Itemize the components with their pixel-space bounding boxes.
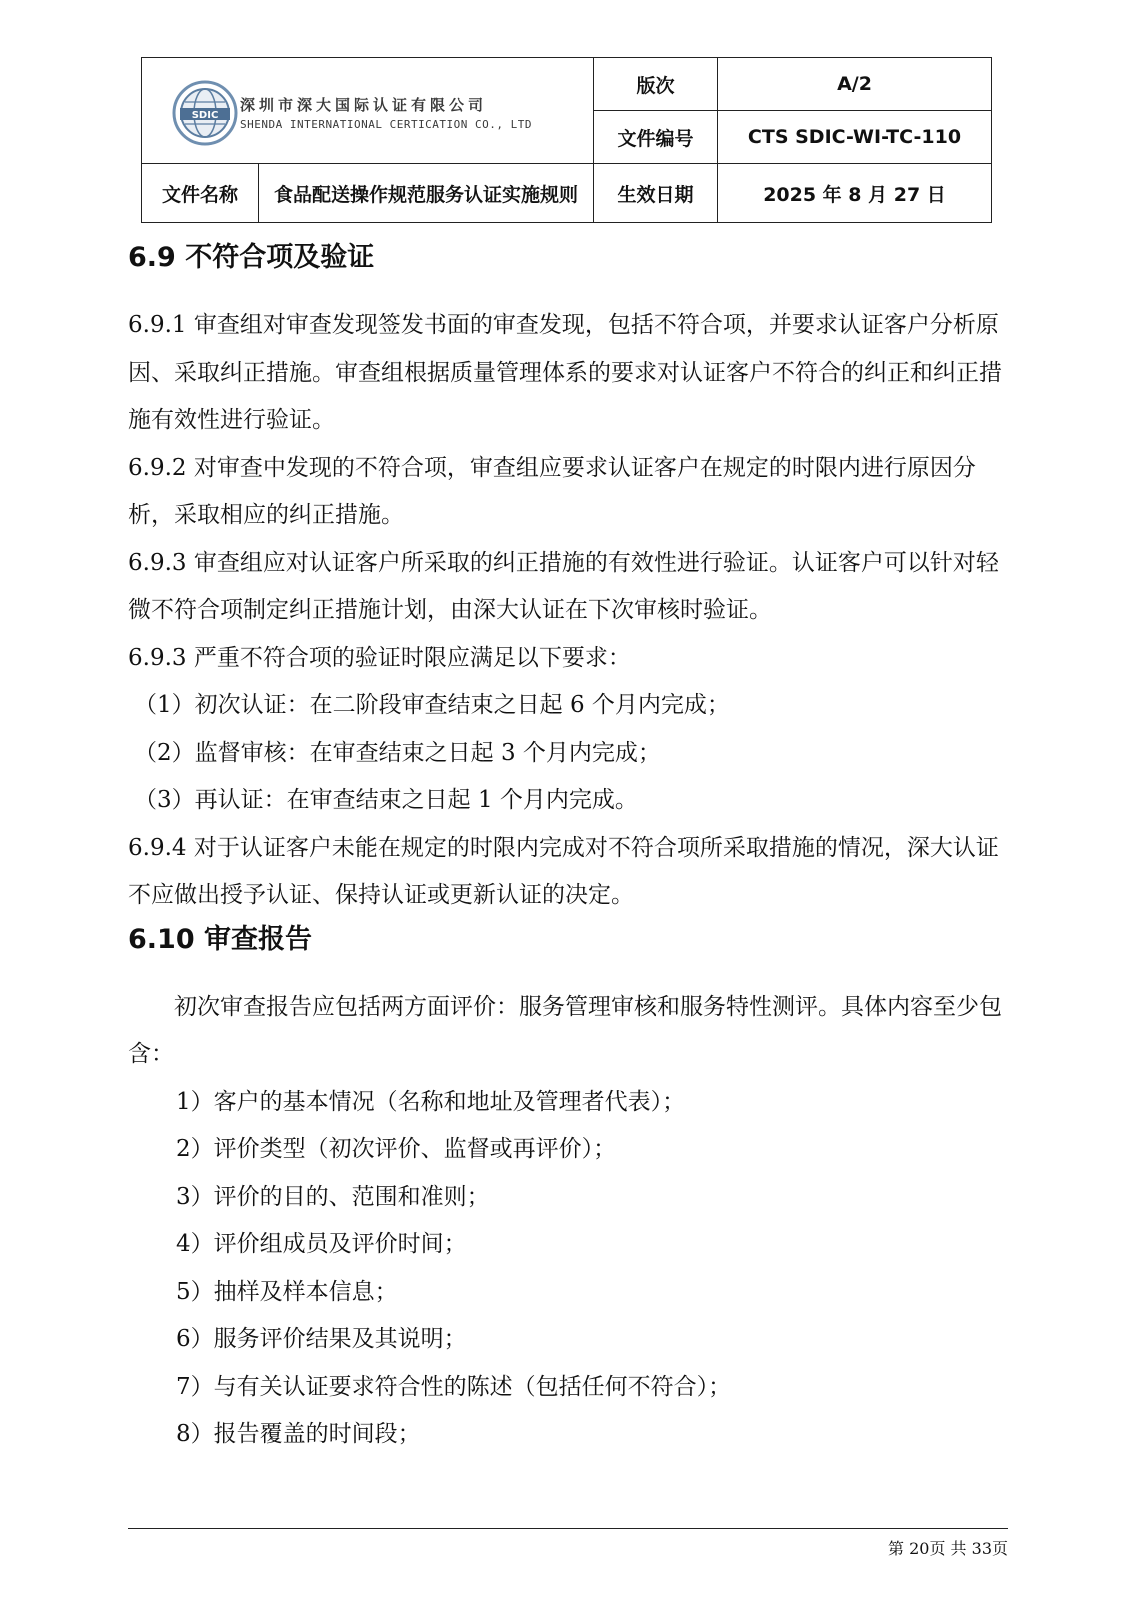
section-6-10-body: [128, 984, 1008, 1459]
section-title-6-10: 6.10 审查报告: [128, 923, 313, 955]
section-6-9-body: [128, 302, 1008, 920]
list-item: 1）客户的基本情况（名称和地址及管理者代表）；: [176, 1088, 686, 1115]
company-name-cn: 深圳市深大国际认证有限公司: [240, 96, 488, 114]
paragraph-6-9-1: 6.9.1 审查组对审查发现签发书面的审查发现，包括不符合项，并要求认证客户分析原因、采取纠正措施。审查组根据质量管理体系的要求对认证客户不符合的纠正和纠正措施有效性进行验证。: [128, 312, 1002, 433]
list-item: 4）评价组成员及评价时间；: [176, 1231, 467, 1257]
document-header-table: [141, 57, 992, 223]
paragraph-6-9-3: 6.9.3 审查组应对认证客户所采取的纠正措施的有效性进行验证。认证客户可以针对轻微不符合项制定纠正措施计划，由深大认证在下次审核时验证。: [128, 549, 999, 623]
list-item: （3）再认证：在审查结束之日起 1 个月内完成。: [134, 787, 638, 813]
docno-value: CTS SDIC-WI-TC-110: [718, 111, 992, 164]
version-value: A/2: [718, 58, 992, 111]
company-logo-cell: [142, 58, 594, 164]
list-item: 7）与有关认证要求符合性的陈述（包括任何不符合）；: [176, 1373, 732, 1400]
section-title-6-9: 6.9 不符合项及验证: [128, 242, 375, 273]
list-item: 5）抽样及样本信息；: [176, 1278, 398, 1305]
paragraph-6-9-4: 6.9.4 对于认证客户未能在规定的时限内完成对不符合项所采取措施的情况，深大认证不应做出授予认证、保持认证或更新认证的决定。: [128, 834, 999, 908]
effective-label: 生效日期: [594, 164, 718, 223]
version-label: 版次: [594, 58, 718, 111]
company-name-en: SHENDA INTERNATIONAL CERTICATION CO., LTD: [240, 118, 533, 131]
list-item: （1）初次认证：在二阶段审查结束之日起 6 个月内完成；: [134, 692, 730, 718]
page-number: 第 20页 共 33页: [888, 1539, 1008, 1558]
footer-divider: [128, 1528, 1008, 1529]
docname-label: 文件名称: [142, 164, 259, 223]
paragraph-6-9-3-severe: 6.9.3 严重不符合项的验证时限应满足以下要求：: [128, 644, 631, 671]
document-body: [128, 238, 1008, 1459]
list-item: 2）评价类型（初次评价、监督或再评价）；: [176, 1136, 617, 1162]
list-item: 8）报告覆盖的时间段；: [176, 1421, 421, 1447]
paragraph-6-9-2: 6.9.2 对审查中发现的不符合项，审查组应要求认证客户在规定的时限内进行原因分析，采取相应的纠正措施。: [128, 454, 976, 528]
docname-value: 食品配送操作规范服务认证实施规则: [259, 164, 594, 223]
list-item: 6）服务评价结果及其说明；: [176, 1326, 467, 1352]
paragraph-6-10-intro: 初次审查报告应包括两方面评价：服务管理审核和服务特性测评。具体内容至少包含：: [128, 993, 1002, 1067]
docno-label: 文件编号: [594, 111, 718, 164]
svg-text:SDIC: SDIC: [191, 110, 219, 121]
effective-value: 2025 年 8 月 27 日: [718, 164, 992, 223]
list-item: 3）评价的目的、范围和准则；: [176, 1183, 490, 1210]
list-item: （2）监督审核：在审查结束之日起 3 个月内完成；: [134, 739, 661, 766]
company-logo-icon: [172, 80, 238, 146]
